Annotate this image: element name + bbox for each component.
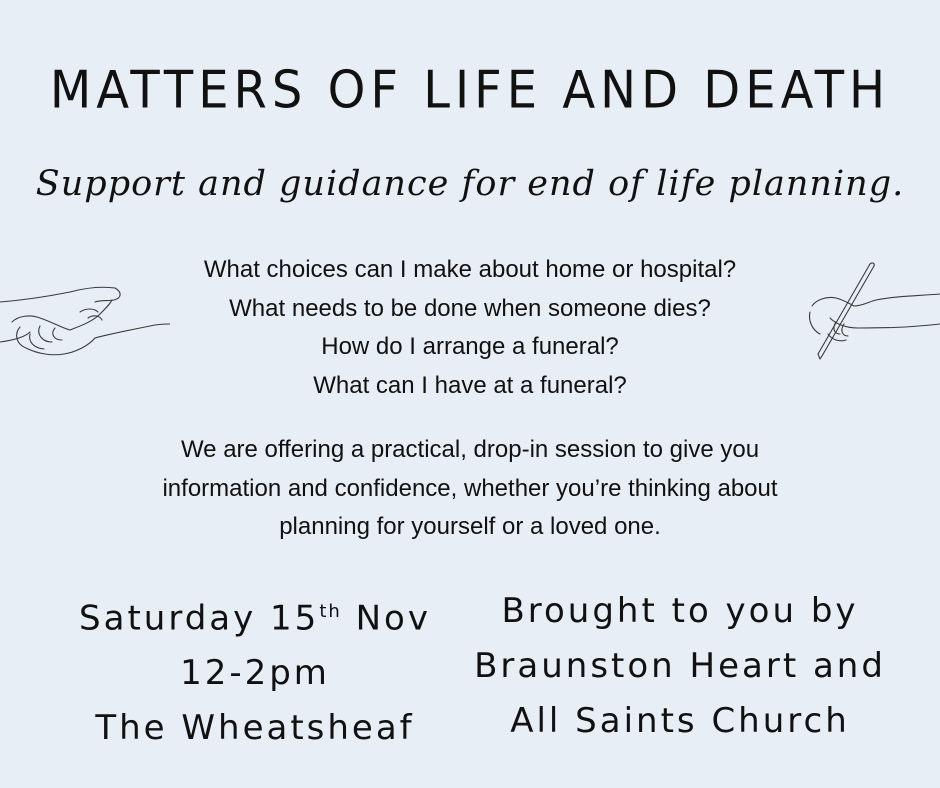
- organiser-line: Braunston Heart and: [474, 646, 886, 686]
- event-day: Saturday 15: [79, 598, 320, 639]
- poster-title: MATTERS OF LIFE AND DEATH: [49, 59, 891, 121]
- intro-line: We are offering a practical, drop-in session to give you: [180, 436, 760, 463]
- event-date: [70, 584, 440, 646]
- event-day-suffix: th: [319, 601, 342, 622]
- intro-line: information and confidence, whether you’re thinking about: [162, 474, 778, 502]
- event-venue: The Wheatsheaf: [95, 708, 415, 749]
- question-item: What can I have at a funeral?: [313, 371, 627, 399]
- event-month: Nov: [355, 598, 431, 639]
- intro-paragraph: [90, 431, 850, 547]
- questions-list: [0, 251, 940, 405]
- organiser-line: All Saints Church: [510, 701, 850, 741]
- organisers: [470, 584, 890, 749]
- event-time: 12-2pm: [180, 653, 330, 694]
- poster-subtitle: Support and guidance for end of life planning.: [35, 164, 905, 204]
- question-item: What choices can I make about home or hospital?: [203, 256, 737, 283]
- event-details: [70, 584, 440, 756]
- question-item: What needs to be done when someone dies?: [229, 294, 711, 322]
- question-item: How do I arrange a funeral?: [321, 333, 619, 360]
- intro-line: planning for yourself or a loved one.: [279, 513, 661, 540]
- organiser-line: Brought to you by: [501, 591, 859, 631]
